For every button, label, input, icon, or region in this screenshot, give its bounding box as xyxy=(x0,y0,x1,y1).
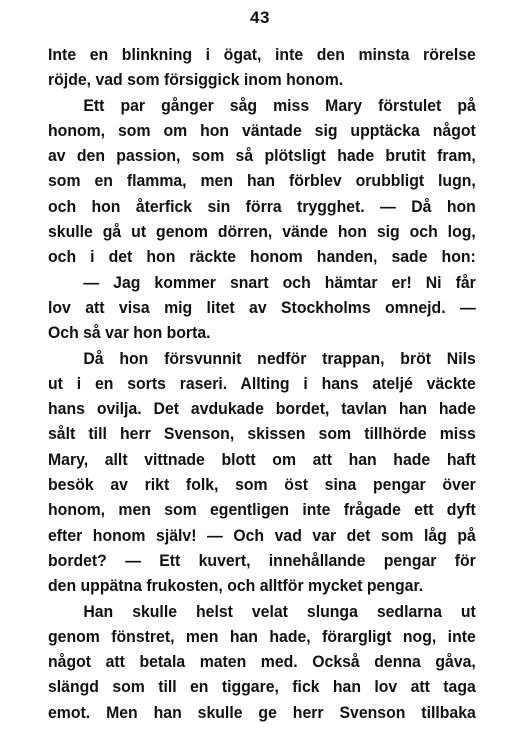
text-line: genom fönstret, men han hade, förargligt nog, inte xyxy=(48,626,476,646)
text-line: Ett par gånger såg miss Mary förstulet på xyxy=(83,95,476,115)
page-number: 43 xyxy=(250,8,270,27)
body-text xyxy=(48,42,476,725)
text-line: bordet? — Ett kuvert, innehållande pengar för xyxy=(48,550,476,570)
text-line: slängd som till en tiggare, fick han lov att taga xyxy=(48,677,476,697)
text-line: Han skulle helst velat slunga sedlarna ut xyxy=(83,601,476,621)
text-line: besök av rikt folk, som öst sina pengar över xyxy=(48,475,476,495)
text-line: något att betala maten med. Också denna gåva, xyxy=(48,652,476,672)
text-line: den uppätna frukosten, och alltför mycket pengar. xyxy=(48,576,424,596)
text-line: — Jag kommer snart och hämtar er! Ni får xyxy=(83,272,476,292)
text-line: honom, som om hon väntade sig upptäcka något xyxy=(48,120,476,140)
text-line: ut i en sorts raseri. Allting i hans ateljé väckte xyxy=(48,373,476,393)
text-line: efter honom själv! — Och vad var det som låg på xyxy=(48,525,476,545)
text-line: och i det hon räckte honom handen, sade hon: xyxy=(48,247,476,267)
text-line: emot. Men han skulle ge herr Svenson tillbaka xyxy=(48,702,476,722)
text-line: Inte en blinkning i ögat, inte den minsta rörelse xyxy=(48,45,476,64)
text-line: lov att visa mig litet av Stockholms omnejd. — xyxy=(48,297,476,317)
text-line: som en flamma, men han förblev orubbligt lugn, xyxy=(48,171,476,191)
text-line: hans ovilja. Det avdukade bordet, tavlan han hade xyxy=(48,399,476,419)
text-line: honom, men som egentligen inte frågade ett dyft xyxy=(48,500,476,520)
text-line: av den passion, som så plötsligt hade brutit fram, xyxy=(48,146,476,166)
text-line: Mary, allt vittnade blott om att han hade haft xyxy=(48,449,476,469)
text-line: Då hon försvunnit nedför trappan, bröt Nils xyxy=(83,348,476,368)
text-line: sålt till herr Svenson, skissen som tillhörde miss xyxy=(48,424,476,444)
text-line: röjde, vad som försiggick inom honom. xyxy=(48,70,344,90)
text-line: skulle gå ut genom dörren, vände hon sig och log, xyxy=(48,222,476,242)
text-line: och hon återfick sin förra trygghet. — Då hon xyxy=(48,196,476,216)
text-line: Och så var hon borta. xyxy=(48,323,211,343)
